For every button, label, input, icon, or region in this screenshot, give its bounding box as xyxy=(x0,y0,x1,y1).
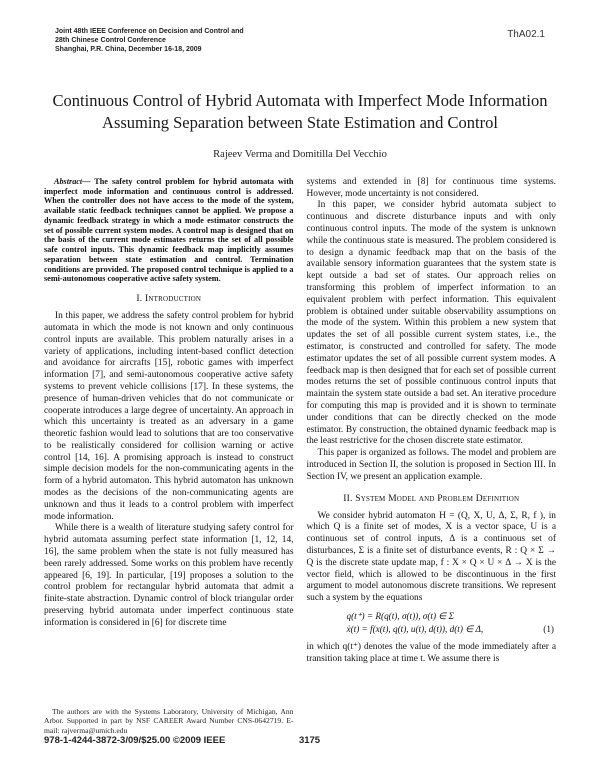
copyright-notice: 978-1-4244-3872-3/09/$25.00 ©2009 IEEE xyxy=(44,735,226,746)
model-paragraph: We consider hybrid automaton H = (Q, X, U, Δ, Σ, R, f ), in which Q is a finite set of modes, X is a vector space, U is a continuous set of control inputs, Δ is a continuous set of disturbances, Σ is a finite set of disturbance events, R : Q × Σ → Q is the discrete state update map, f : X × Q × U × Δ → X is the vector field, which is allowed to be discontinuous in the first argument to model autonomous discrete transitions. We represent such a system by the equations xyxy=(306,510,556,604)
left-column xyxy=(44,177,294,735)
after-equation-paragraph: in which q(t⁺) denotes the value of the mode immediately after a transition taking place at time t. We assume there is xyxy=(306,641,556,664)
page-footer xyxy=(0,735,600,776)
right-column xyxy=(307,177,557,735)
conference-line-2: 28th Chinese Control Conference xyxy=(55,37,166,44)
equation-line-2: ẋ(t) = f(x(t), q(t), u(t), d(t)), d(t) ∈ Δ, xyxy=(346,623,484,634)
contribution-paragraph: In this paper, we consider hybrid automata subject to continuous and discrete disturbance inputs and with only continuous control inputs. The mode of the system is unknown while the continuous state is measured. The problem considered is to design a dynamic feedback map that on the basis of the available sensory information guarantees that the system state is kept outside a bad set of states. Our approach relies on transforming this problem of imperfect information to an equivalent problem with perfect information. This equivalent problem is obtained under suitable observability assumptions on the mode of the system. Within this problem a new system that updates the set of all possible current system states, i.e., the estimator, is constructed and controlled for safety. The mode estimator updates the set of all possible current system modes. A feedback map is then designed that for each set of possible current modes returns the set of possible continuous control inputs that maintain the system state outside a bad set. An iterative procedure for computing this map is provided and it is shown to terminate under conditions that can be directly checked on the mode estimator. By construction, the obtained dynamic feedback map is the least restrictive for the chosen discrete state estimator. xyxy=(306,200,556,447)
section-heading-system-model: II. System Model and Problem Definition xyxy=(343,492,520,504)
conference-info xyxy=(55,27,244,54)
page-number: 3175 xyxy=(298,735,321,746)
paper-authors: Rajeev Verma and Domitilla Del Vecchio xyxy=(213,148,387,160)
abstract-paragraph xyxy=(44,177,294,284)
equation-line-1: q(t⁺) = R(q(t), σ(t)), σ(t) ∈ Σ xyxy=(346,610,455,621)
equation-1 xyxy=(307,610,557,636)
continuation-paragraph: systems and extended in [8] for continuous time systems. However, mode uncertainty is not considered. xyxy=(306,176,556,199)
abstract-text: The safety control problem for hybrid automata with imperfect mode information and continuous control is addressed. When the controller does not have access to the mode of the system, available static feedback techniques cannot be applied. We propose a dynamic feedback strategy in which a mode estimator constructs the set of possible current system modes. A control map is designed that on the basis of the current mode estimates returns the set of all possible safe control inputs. This dynamic feedback map implicitly assumes separation between state estimation and control. Termination conditions are provided. The proposed control technique is applied to a semi-autonomous cooperative active safety system. xyxy=(44,176,294,284)
equation-number: (1) xyxy=(543,623,554,634)
two-column-body xyxy=(0,177,600,735)
section-heading-introduction: I. Introduction xyxy=(136,293,202,305)
paper-title: Continuous Control of Hybrid Automata with Imperfect Mode Information Assuming Separation between State Estimation and Control xyxy=(52,91,548,132)
intro-paragraph-2: While there is a wealth of literature studying safety control for hybrid automata assuming perfect state information [1, 12, 14, 16], the same problem when the state is not fully measured has been rarely addressed. Some works on this problem have recently appeared [6, 19]. In particular, [19] proposes a solution to the control problem for rectangular hybrid automata that admit a finite-state abstraction. Dynamic control of block triangular order preserving hybrid automata under imperfect continuous state information is considered in [6] for discrete time xyxy=(44,523,294,628)
session-code: ThA02.1 xyxy=(507,29,545,40)
author-footnote: The authors are with the Systems Laboratory, University of Michigan, Ann Arbor. Supported in part by NSF CAREER Award Number CNS-0642719. E-mail: rajverma@umich.edu xyxy=(44,706,294,735)
conference-line-1: Joint 48th IEEE Conference on Decision and Control and xyxy=(55,28,244,35)
page-header xyxy=(0,0,600,54)
organization-paragraph: This paper is organized as follows. The model and problem are introduced in Section II, the solution is proposed in Section III. In Section IV, we present an application example. xyxy=(306,448,556,482)
conference-line-3: Shanghai, P.R. China, December 16-18, 2009 xyxy=(55,46,202,53)
abstract-label: Abstract— xyxy=(54,176,91,186)
intro-paragraph-1: In this paper, we address the safety control problem for hybrid automata in which the mode is not known and only continuous control inputs are available. This problem naturally arises in a variety of applications, including intent-based conflict detection and avoidance for aircrafts [15], robotic games with imperfect information [7], and semi-autonomous cooperative active safety systems to prevent vehicle collisions [17]. In these systems, the presence of human-driven vehicles that do not communicate or cooperate introduces a large degree of uncertainty. An approach in which this uncertainty is treated as an adversary in a game theoretic fashion would lead to solutions that are too conservative to be realistically considered for collision warning or active control [14, 16]. A promising approach is instead to construct simple decision models for the non-communicating agents in the form of a hybrid automaton. This hybrid automaton has unknown modes as the decisions of the non-communicating agents are unknown and thus it leads to a control problem with imperfect mode information. xyxy=(44,311,294,522)
